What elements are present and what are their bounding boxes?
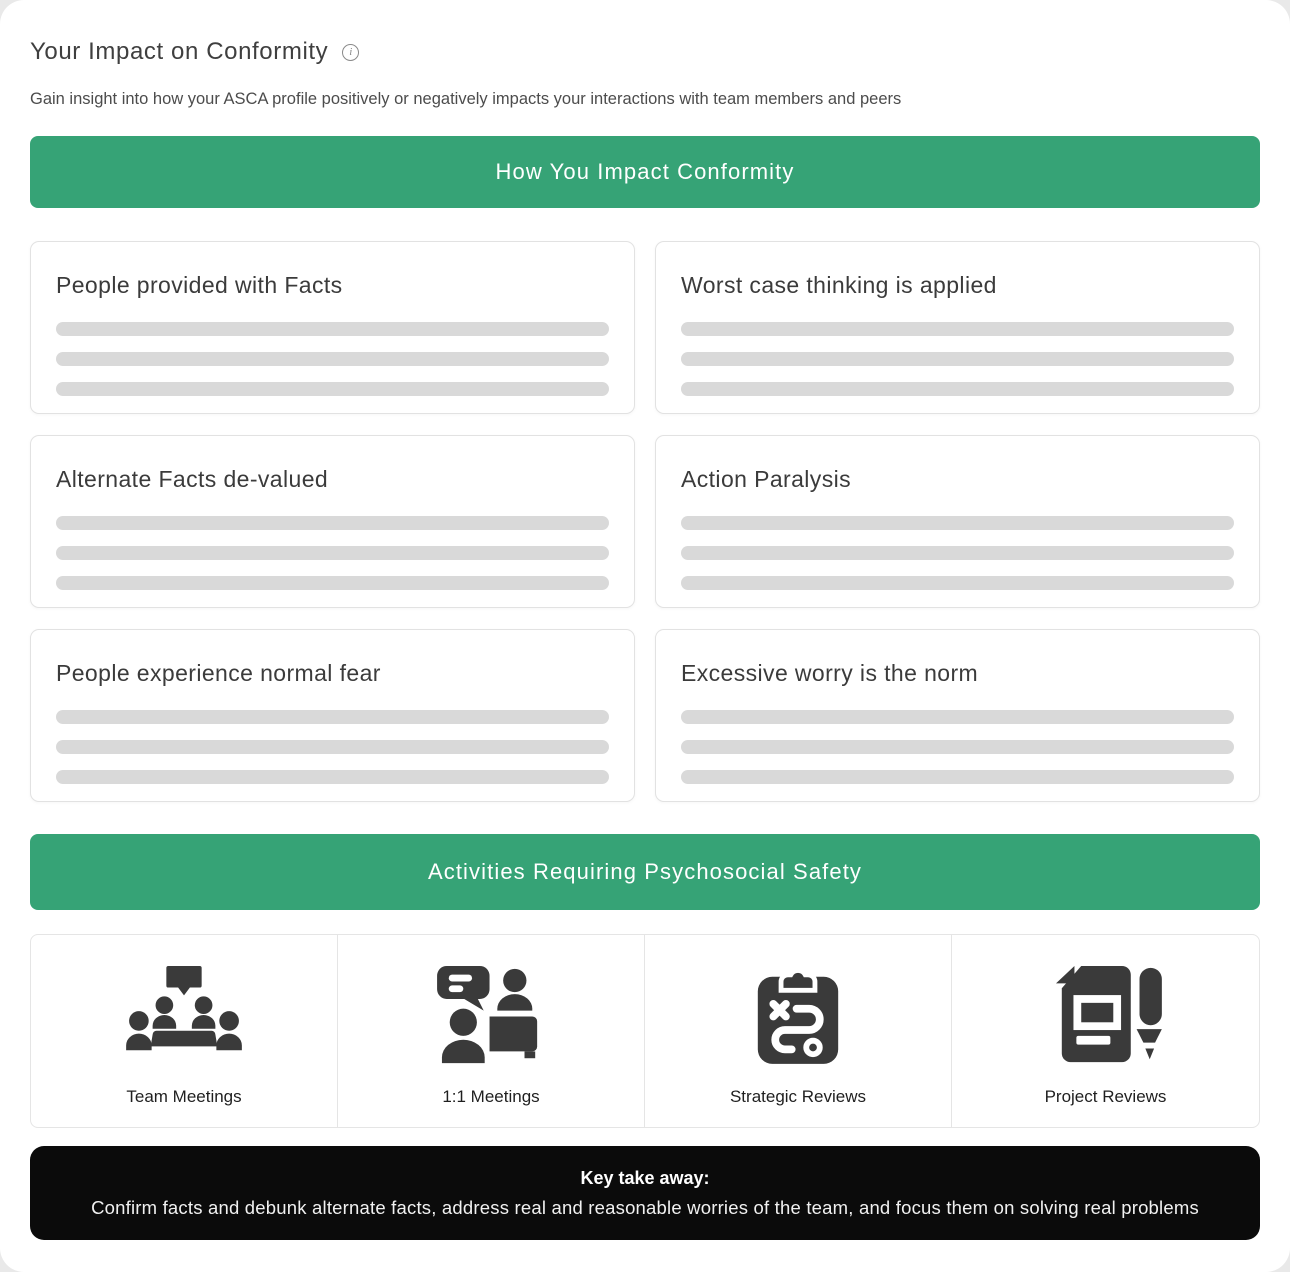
placeholder-line	[56, 710, 609, 724]
impact-card-worst-case-thinking	[655, 241, 1260, 414]
placeholder-line	[681, 710, 1234, 724]
team-meeting-icon	[125, 959, 243, 1071]
placeholder-line	[681, 740, 1234, 754]
impact-card-excessive-worry	[655, 629, 1260, 802]
activity-project-reviews	[952, 935, 1259, 1127]
key-takeaway-text: Confirm facts and debunk alternate facts, address real and reasonable worries of the team, and focus them on solving real problems	[91, 1196, 1199, 1218]
impact-card-alternate-facts-devalued	[30, 435, 635, 608]
activity-label: Strategic Reviews	[729, 1087, 867, 1106]
impact-card-people-provided-with-facts	[30, 241, 635, 414]
one-on-one-meeting-icon	[435, 959, 547, 1071]
impact-cards-grid	[30, 241, 1260, 802]
document-marker-icon	[1050, 959, 1162, 1071]
placeholder-line	[56, 576, 609, 590]
activities-strip	[30, 934, 1260, 1128]
card-title: Alternate Facts de-valued	[56, 466, 329, 492]
page-subtitle: Gain insight into how your ASCA profile positively or negatively impacts your interactions with team members and peers	[30, 90, 902, 108]
card-title: Action Paralysis	[681, 466, 852, 492]
placeholder-line	[56, 382, 609, 396]
placeholder-line	[56, 352, 609, 366]
activity-team-meetings	[31, 935, 338, 1127]
activity-label: Team Meetings	[126, 1087, 242, 1106]
key-takeaway-banner	[30, 1146, 1260, 1240]
impact-conformity-banner	[30, 136, 1260, 208]
placeholder-line	[681, 770, 1234, 784]
impact-conformity-banner-label: How You Impact Conformity	[495, 159, 795, 184]
card-title: Worst case thinking is applied	[681, 272, 997, 298]
page-header	[30, 38, 1260, 66]
placeholder-line	[681, 352, 1234, 366]
strategy-clipboard-icon	[752, 959, 844, 1071]
activity-strategic-reviews	[645, 935, 952, 1127]
impact-card-people-experience-normal-fear	[30, 629, 635, 802]
placeholder-line	[56, 740, 609, 754]
activities-banner	[30, 834, 1260, 910]
placeholder-line	[56, 322, 609, 336]
key-takeaway-heading: Key take away:	[580, 1167, 710, 1188]
placeholder-line	[681, 516, 1234, 530]
placeholder-line	[56, 770, 609, 784]
placeholder-line	[681, 382, 1234, 396]
placeholder-line	[56, 516, 609, 530]
activity-one-on-one-meetings	[338, 935, 645, 1127]
placeholder-line	[681, 546, 1234, 560]
placeholder-line	[681, 576, 1234, 590]
activity-label: Project Reviews	[1044, 1087, 1167, 1106]
placeholder-line	[681, 322, 1234, 336]
info-icon[interactable]: i	[342, 44, 359, 61]
card-title: People provided with Facts	[56, 272, 343, 298]
card-title: People experience normal fear	[56, 660, 381, 686]
activity-label: 1:1 Meetings	[442, 1087, 540, 1106]
impact-card-action-paralysis	[655, 435, 1260, 608]
card-title: Excessive worry is the norm	[681, 660, 979, 686]
activities-banner-label: Activities Requiring Psychosocial Safety	[427, 859, 863, 884]
page-title: Your Impact on Conformity	[30, 38, 329, 65]
placeholder-line	[56, 546, 609, 560]
